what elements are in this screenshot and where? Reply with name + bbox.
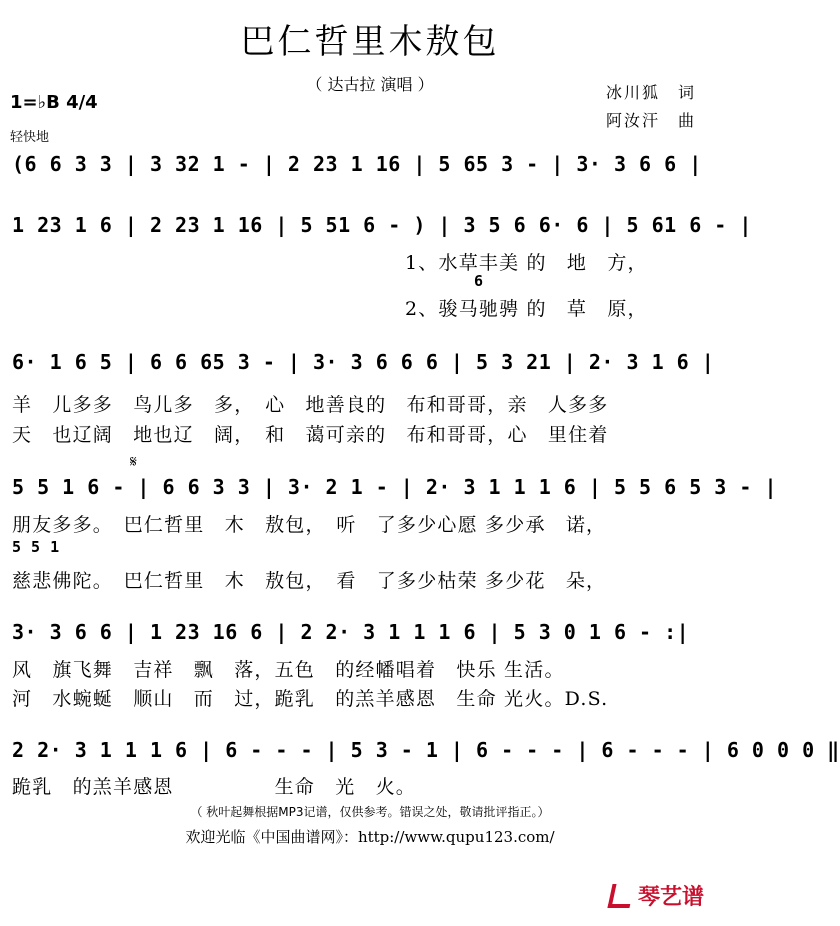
score-line-3-lyric-verse1: 羊 儿多多 鸟儿多 多， 心 地善良的 布和哥哥，亲 人多多	[12, 394, 609, 416]
lyricist-credit: 冰川狐 词	[606, 83, 697, 102]
score-line-6-lyric: 跪乳 的羔羊感恩 生命 光 火。	[12, 776, 417, 798]
transcription-note: （ 秋叶起舞根据MP3记谱，仅供参考。错误之处，敬请批评指正。）	[190, 805, 550, 819]
score-line-4-notes: 5 5 1 6 - | 6 6 3 3 | 3· 2 1 - | 2· 3 1 1 1 6 | 5 5 6 5 3 - |	[12, 475, 778, 499]
logo-icon	[607, 884, 634, 908]
score-line-5-notes: 3· 3 6 6 | 1 23 16 6 | 2 2· 3 1 1 1 6 | 5 3 0 1 6 - :|	[12, 620, 690, 644]
score-line-6-notes: 2 2· 3 1 1 1 6 | 6 - - - | 5 3 - 1 | 6 - - - | 6 - - - | 6 0 0 0 ‖	[12, 738, 840, 762]
segno-sign: 𝄋	[130, 452, 137, 471]
score-line-5-lyric-verse1: 风 旗飞舞 吉祥 飘 落，五色 的经幡唱着 快乐 生活。	[12, 659, 565, 681]
score-line-5-lyric-verse2: 河 水蜿蜒 顺山 而 过，跪乳 的羔羊感恩 生命 光火。D.S.	[12, 688, 609, 710]
logo-text: 琴艺谱	[638, 885, 705, 910]
key-signature: 1=♭B 4/4	[10, 92, 98, 113]
performer-subtitle: （ 达古拉 演唱 ）	[306, 75, 434, 94]
score-line-3-notes: 6· 1 6 5 | 6 6 65 3 - | 3· 3 6 6 6 | 5 3 21 | 2· 3 1 6 |	[12, 350, 715, 374]
score-line-4-lyric-verse2: 慈悲佛陀。 巴仁哲里 木 敖包， 看 了多少枯荣 多少花 朵，	[12, 570, 607, 592]
score-line-4-lyric-verse1: 朋友多多。 巴仁哲里 木 敖包， 听 了多少心愿 多少承 诺，	[12, 514, 607, 536]
score-line-3-lyric-verse2: 天 也辽阔 地也辽 阔， 和 蔼可亲的 布和哥哥，心 里住着	[12, 424, 609, 446]
score-line-1-notes: (6 6 3 3 | 3 32 1 - | 2 23 1 16 | 5 65 3 - | 3· 3 6 6 |	[12, 152, 702, 176]
website-welcome: 欢迎光临《中国曲谱网》：http://www.qupu123.com/	[185, 828, 555, 846]
site-logo	[610, 880, 704, 911]
score-line-2-lyric-verse2: 2、骏马驰骋 的 草 原，	[405, 298, 648, 320]
score-line-2-notes: 1 23 1 6 | 2 23 1 16 | 5 51 6 - ) | 3 5 6 6· 6 | 5 61 6 - |	[12, 213, 752, 237]
composer-credit: 阿汝汗 曲	[606, 111, 697, 130]
score-line-2-lyric-verse1: 1、水草丰美 的 地 方，	[405, 252, 648, 274]
score-line-4-variant-notes: 5 5 1	[12, 538, 60, 556]
tempo-marking: 轻快地	[10, 130, 50, 145]
score-line-2-variant-note: 6	[474, 272, 484, 290]
page-title: 巴仁哲里木敖包	[240, 22, 500, 62]
